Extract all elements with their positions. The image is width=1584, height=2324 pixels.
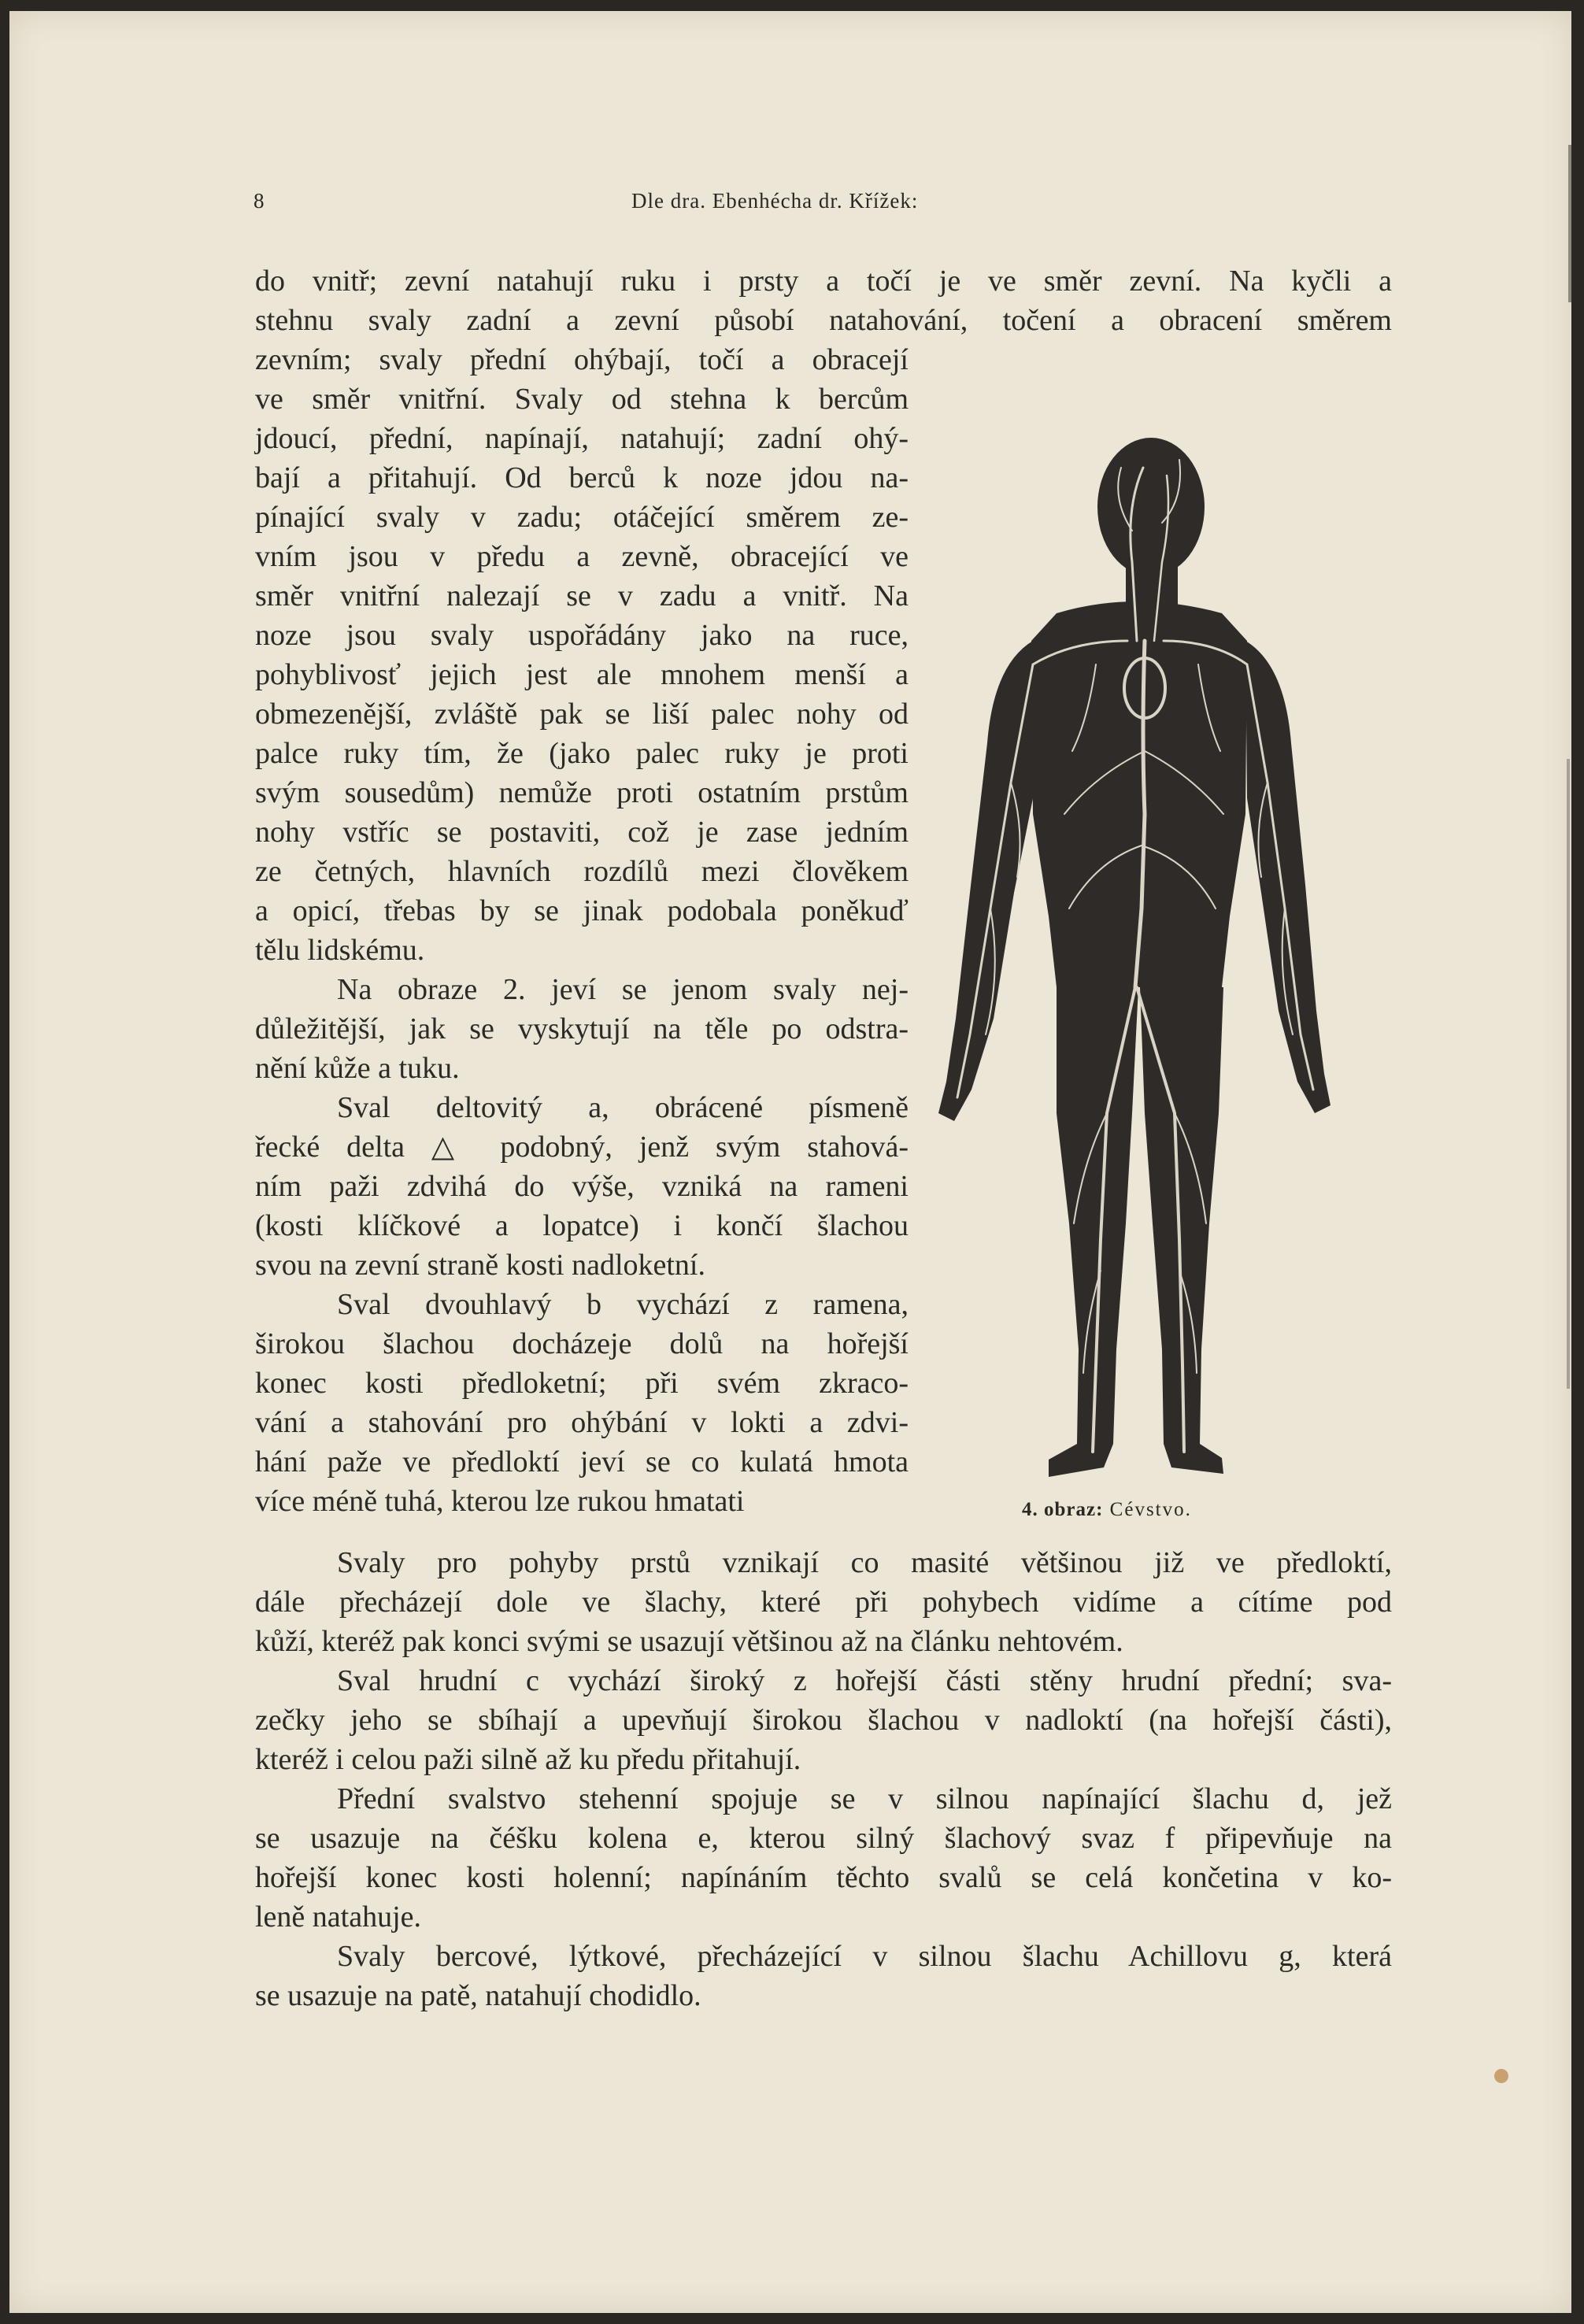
caption-number: 4. obraz:: [1022, 1499, 1104, 1520]
page-number: 8: [254, 189, 265, 213]
text-line: (kosti klíčkové a lopatce) i končí šlachou: [255, 1209, 909, 1242]
text-line: důležitější, jak se vyskytují na těle po odstra-: [255, 1012, 909, 1045]
text-line: ním paži zdvihá do výše, vzniká na rameni: [255, 1170, 909, 1203]
text-line: širokou šlachou docházeje dolů na hořejší: [255, 1327, 909, 1360]
text-line: dále přecházejí dole ve šlachy, které při pohybech vidíme a cítíme pod: [255, 1586, 1392, 1619]
text-line: svým sousedům) nemůže proti ostatním prstům: [255, 776, 909, 809]
text-line: vním jsou v předu a zevně, obracející ve: [255, 540, 909, 573]
text-line: kteréž i celou paži silně až ku předu přitahují.: [255, 1743, 801, 1776]
text-line: řecké delta △ podobný, jenž svým stahová-: [255, 1131, 909, 1164]
text-line: a opicí, třebas by se jinak podobala poněkuď: [255, 894, 909, 927]
scan-edge-mark: [1568, 145, 1571, 302]
text-line: pohyblivosť jejich jest ale mnohem menší a: [255, 658, 909, 691]
text-line: hořejší konec kosti holenní; napínáním těchto svalů se celá končetina v ko-: [255, 1861, 1392, 1894]
figure-vascular-system: [938, 405, 1332, 1491]
text-line: Svaly pro pohyby prstů vznikají co masité většinou již ve předloktí,: [337, 1546, 1392, 1579]
lower-text: [255, 1543, 1392, 2015]
text-line: zevním; svaly přední ohýbají, točí a obracejí: [255, 343, 909, 376]
text-line: Přední svalstvo stehenní spojuje se v silnou napínající šlachu d, jež: [337, 1782, 1392, 1815]
text-line: pínající svaly v zadu; otáčející směrem ze-: [255, 501, 909, 534]
text-line: do vnitř; zevní natahují ruku i prsty a točí je ve směr zevní. Na kyčli a: [255, 265, 1392, 298]
text-line: Sval hrudní c vychází široký z hořejší části stěny hrudní přední; sva-: [337, 1664, 1392, 1697]
text-line: zečky jeho se sbíhají a upevňují širokou šlachou v nadloktí (na hořejší části),: [255, 1704, 1392, 1737]
text-line: palce ruky tím, že (jako palec ruky je proti: [255, 737, 909, 770]
text-line: obmezenější, zvláště pak se liší palec nohy od: [255, 698, 909, 731]
book-page: [9, 11, 1571, 2313]
text-line: noze jsou svaly uspořádány jako na ruce,: [255, 619, 909, 652]
text-line: jdoucí, přední, napínají, natahují; zadní ohý-: [255, 422, 909, 455]
text-line: Svaly bercové, lýtkové, přecházející v silnou šlachu Achillovu g, která: [337, 1940, 1392, 1973]
scan-edge-mark: [1567, 759, 1570, 1389]
text-line: stehnu svaly zadní a zevní působí natahování, točení a obracení směrem: [255, 304, 1392, 337]
text-line: ze četných, hlavních rozdílů mezi člověkem: [255, 855, 909, 888]
text-line: bají a přitahují. Od berců k noze jdou na-: [255, 461, 909, 494]
text-line: více méně tuhá, kterou lze rukou hmatati: [255, 1485, 745, 1518]
text-line: Sval deltovitý a, obrácené písmeně: [337, 1091, 909, 1124]
text-line: tělu lidskému.: [255, 934, 425, 967]
text-line: kůží, kteréž pak konci svými se usazují většinou až na článku nehtovém.: [255, 1625, 1123, 1658]
text-line: hání paže ve předloktí jeví se co kulatá hmota: [255, 1445, 909, 1478]
text-line: Sval dvouhlavý b vychází z ramena,: [337, 1288, 909, 1321]
top-paragraph: [255, 261, 1392, 340]
caption-title: Cévstvo.: [1109, 1499, 1192, 1520]
column-text: [255, 340, 909, 1521]
text-line: směr vnitřní nalezají se v zadu a vnitř. Na: [255, 579, 909, 612]
text-line: svou na zevní straně kosti nadloketní.: [255, 1249, 705, 1282]
text-line: leně natahuje.: [255, 1900, 422, 1934]
page-header: [254, 189, 1395, 220]
text-line: se usazuje na patě, natahují chodidlo.: [255, 1979, 701, 2012]
text-line: ve směr vnitřní. Svaly od stehna k bercům: [255, 383, 909, 416]
text-line: nohy vstříc se postaviti, což je zase jedním: [255, 816, 909, 849]
text-line: nění kůže a tuku.: [255, 1052, 460, 1085]
text-line: konec kosti předloketní; při svém zkraco-: [255, 1367, 909, 1400]
text-line: Na obraze 2. jeví se jenom svaly nej-: [337, 973, 909, 1006]
scan-speck: [1494, 2069, 1508, 2083]
human-figure-illustration: [938, 405, 1332, 1491]
running-head: Dle dra. Ebenhécha dr. Křížek:: [631, 189, 919, 213]
text-line: se usazuje na čéšku kolena e, kterou silný šlachový svaz f připevňuje na: [255, 1822, 1392, 1855]
text-line: vání a stahování pro ohýbání v lokti a zdvi-: [255, 1406, 909, 1439]
figure-caption: [1022, 1499, 1192, 1521]
